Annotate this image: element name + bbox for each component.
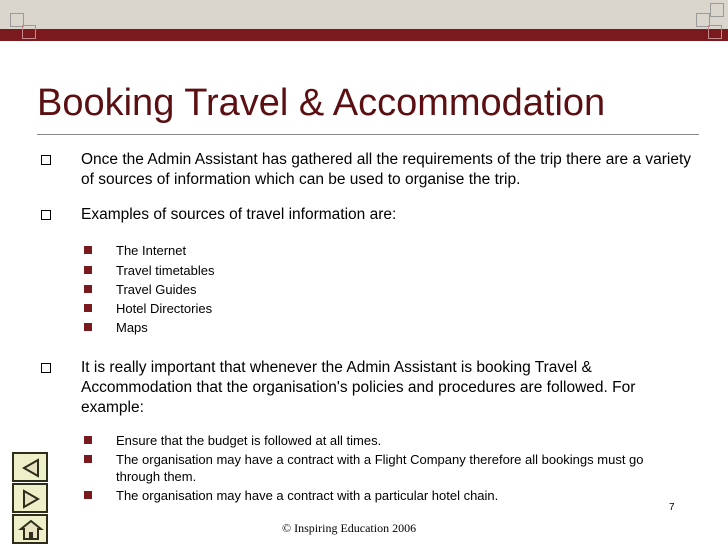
- sub-bullet-text: The organisation may have a contract with a Flight Company therefore all bookings must go through them.: [116, 452, 644, 484]
- sub-bullet-marker: [84, 266, 92, 274]
- sub-bullet-text: Ensure that the budget is followed at all times.: [116, 433, 382, 448]
- sub-bullet-text: Hotel Directories: [116, 301, 213, 316]
- bullet-text: Examples of sources of travel information are:: [81, 206, 397, 223]
- title-divider: [37, 134, 699, 135]
- home-icon: [14, 516, 50, 546]
- sub-bullet-marker: [84, 323, 92, 331]
- bullet-text: Once the Admin Assistant has gathered all the requirements of the trip there are a variety of sources of information which can be used to organise the trip.: [81, 151, 692, 188]
- sub-bullet-marker: [84, 304, 92, 312]
- triangle-right-icon: [14, 485, 50, 515]
- footer-copyright: © Inspiring Education 2006: [282, 521, 417, 535]
- page-number: 7: [669, 502, 675, 513]
- sub-bullet-marker: [84, 285, 92, 293]
- decor-square: [708, 25, 722, 39]
- sub-bullet-text: Travel Guides: [116, 282, 197, 297]
- sub-bullet-marker: [84, 455, 92, 463]
- slide-title: Booking Travel & Accommodation: [37, 82, 606, 124]
- triangle-left-icon: [14, 454, 50, 484]
- decor-square: [22, 25, 36, 39]
- sub-bullet-marker: [84, 246, 92, 254]
- sub-bullet-marker: [84, 491, 92, 499]
- header-band: [0, 0, 728, 42]
- sub-bullet-text: Maps: [116, 320, 148, 335]
- sub-bullet-text: The organisation may have a contract with a particular hotel chain.: [116, 488, 499, 503]
- header-squares: [0, 0, 728, 42]
- home-button[interactable]: [12, 514, 48, 544]
- bullet-marker: [41, 210, 51, 220]
- previous-slide-button[interactable]: [12, 452, 48, 482]
- bullet-text: It is really important that whenever the Admin Assistant is booking Travel & Accommodation that the organisation's policies and procedures are followed. For example:: [81, 359, 636, 416]
- next-slide-button[interactable]: [12, 483, 48, 513]
- sub-bullet-text: Travel timetables: [116, 263, 215, 278]
- sub-bullet-text: The Internet: [116, 243, 187, 258]
- bullet-marker: [41, 363, 51, 373]
- sub-bullet-marker: [84, 436, 92, 444]
- bullet-marker: [41, 155, 51, 165]
- decor-square: [710, 3, 724, 17]
